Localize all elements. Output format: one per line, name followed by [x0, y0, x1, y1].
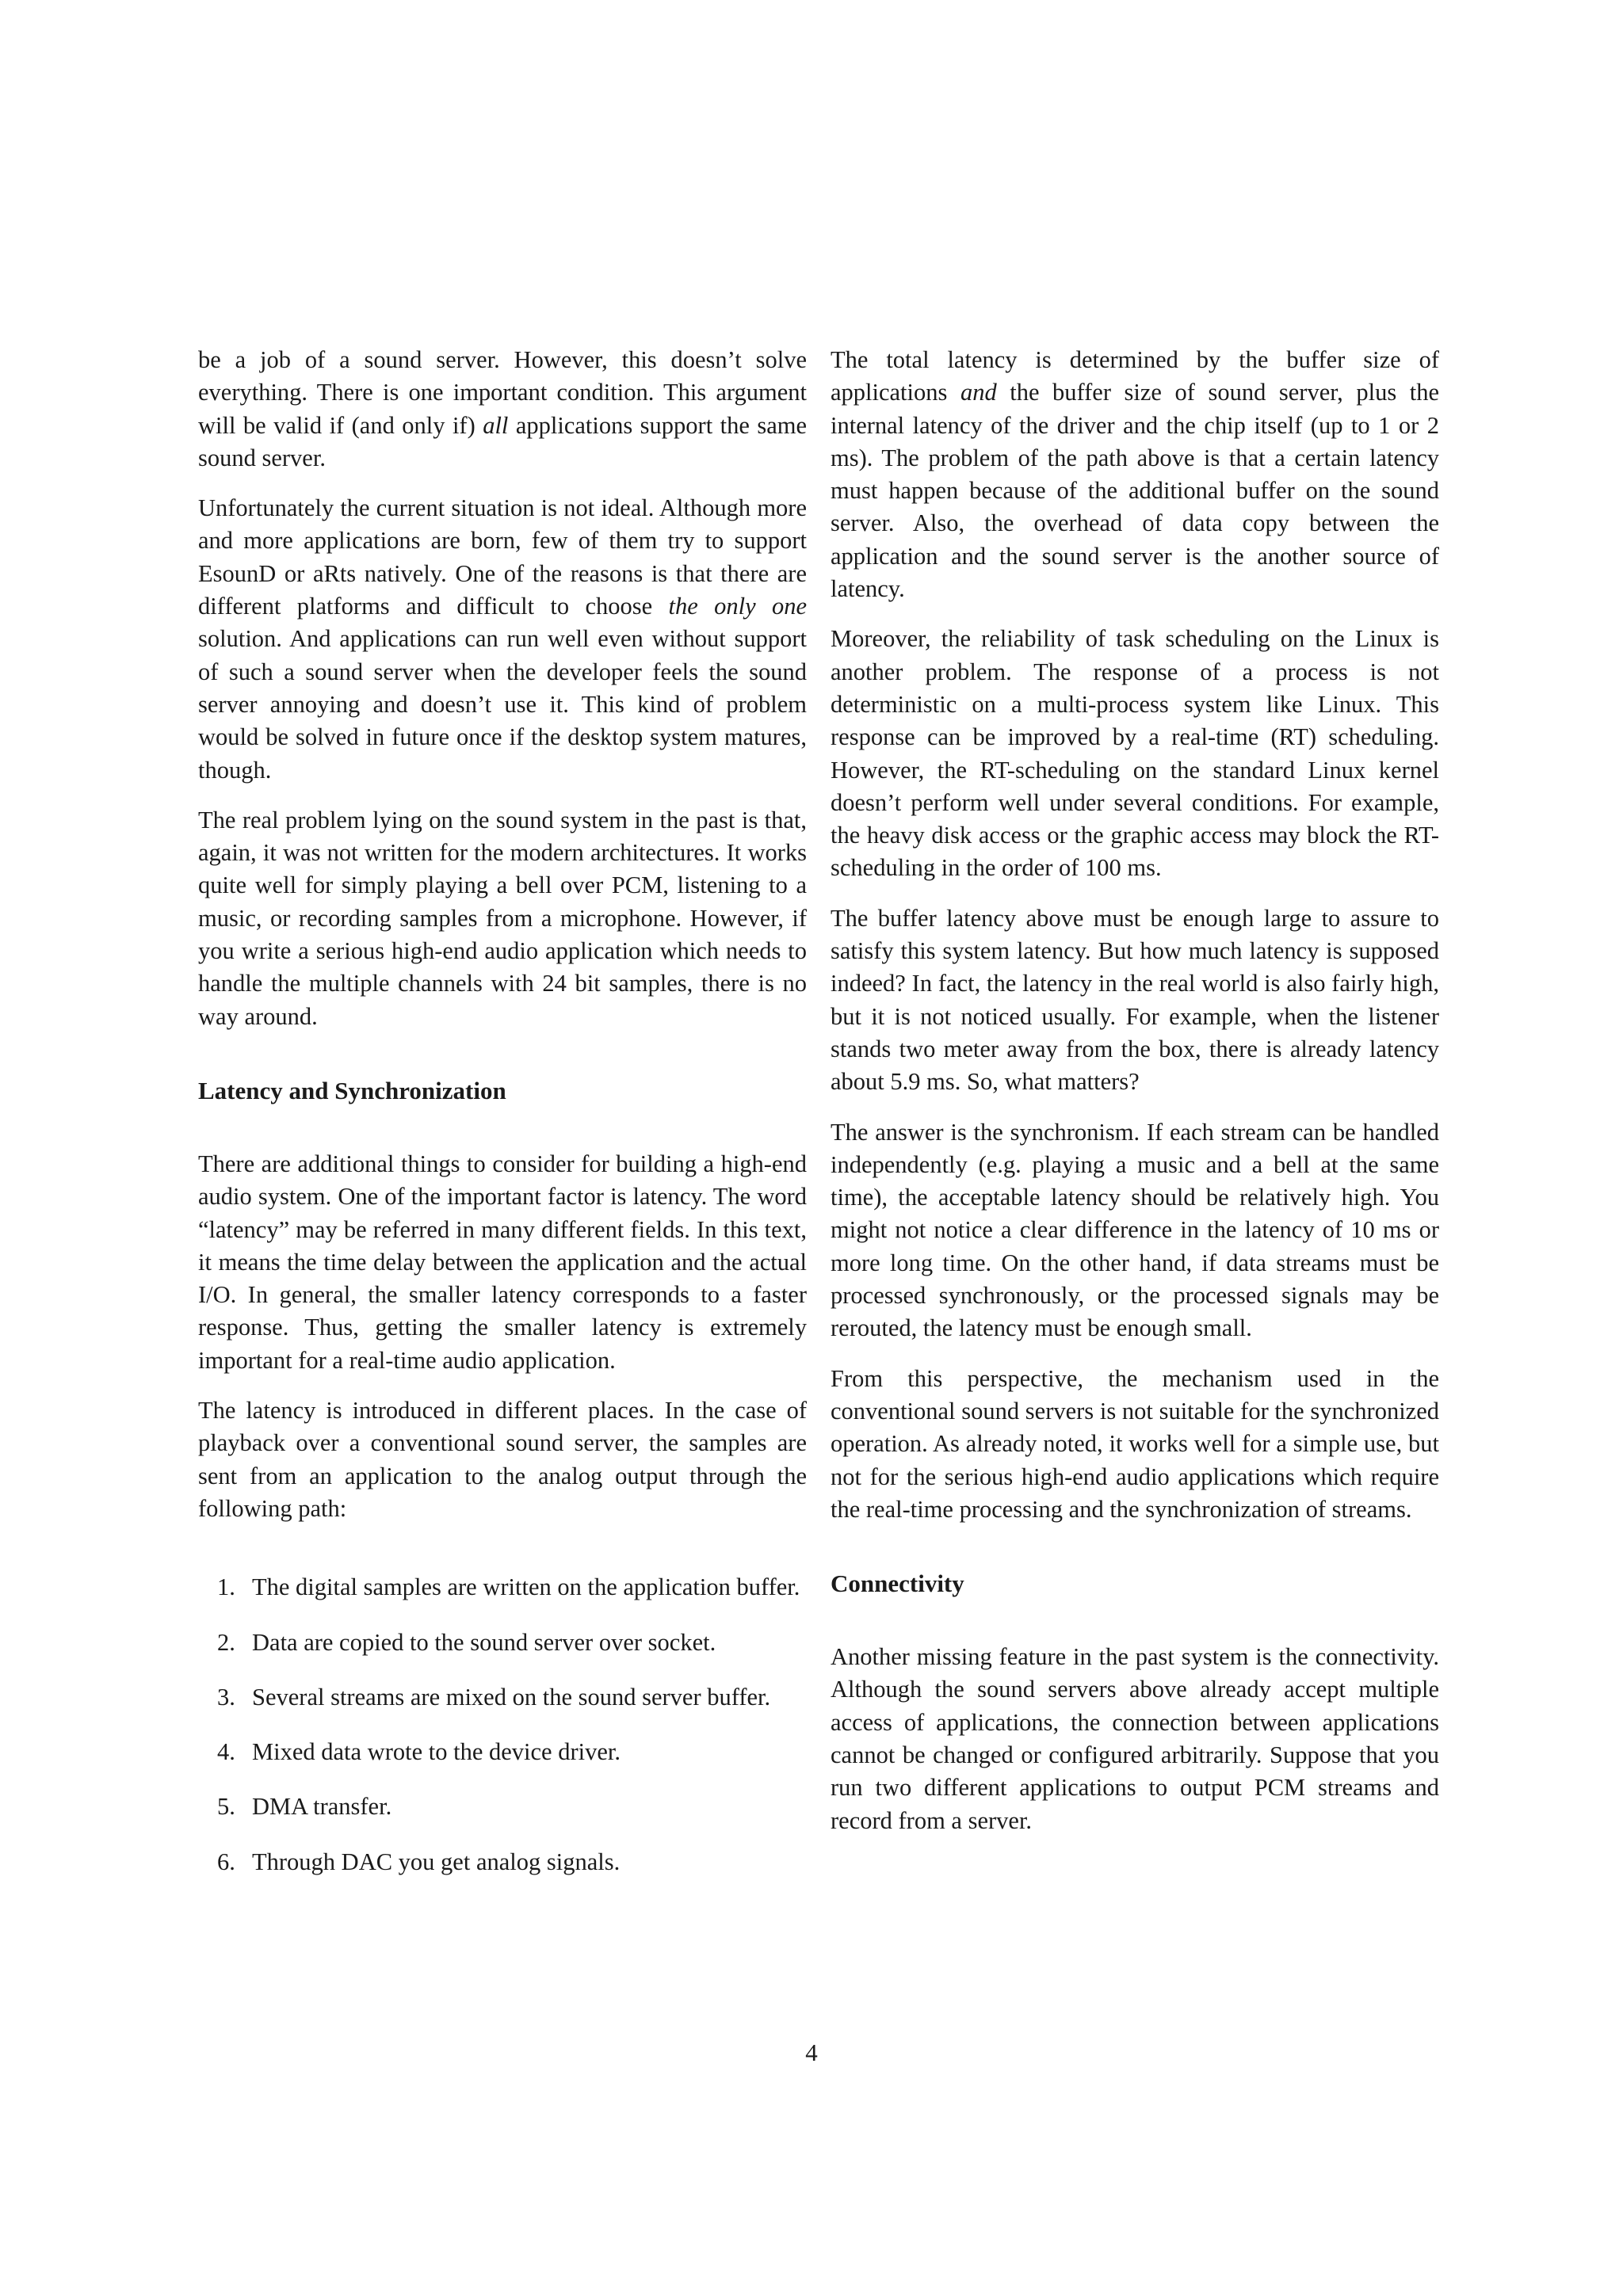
paragraph: The answer is the synchronism. If each stream can be handled independently (e.g. playing a music and a bell at the same time), the acceptable latency should be relatively high. You might not notice a clear difference in the latency of 10 ms or more long time. On the other hand, if data streams must be processed synchronously, or the processed signals may be rerouted, the latency must be enough small.	[831, 1118, 1439, 1342]
list-item	[198, 1791, 807, 1823]
page-number: 4	[805, 2039, 818, 2066]
text-run: be a job of a sound server. However, this doesn’t solve everything. There is one important condition. This argument will be valid if (and only if)	[198, 346, 807, 439]
emphasis: the only one	[668, 593, 808, 620]
list-number: 1.	[217, 1573, 235, 1601]
section-heading-connectivity: Connectivity	[831, 1569, 964, 1598]
list-item-text: The digital samples are written on the application buffer.	[252, 1573, 800, 1601]
paragraph	[198, 492, 807, 787]
text-run: solution. And applications can run well even without support of such a sound server when the developer feels the sound server annoying and doesn’t use it. This kind of problem would be solved in future once if the desktop system matures, though.	[198, 625, 807, 784]
paragraph: From this perspective, the mechanism used in the conventional sound servers is not suitable for the synchronized operation. As already noted, it works well for a simple use, but not for the serious high-end audio applications which require the real-time processing and the synchronization of streams.	[831, 1364, 1439, 1523]
text-run: The total latency is determined by the buffer size of applications	[831, 346, 1439, 406]
list-item	[198, 1627, 807, 1659]
right-column	[831, 344, 1439, 1855]
list-number: 4.	[217, 1738, 235, 1766]
text-run: Unfortunately the current situation is not ideal. Although more and more applications are born, few of them try to support EsounD or aRts natively. One of the reasons is that there are different platforms and difficult to choose	[198, 494, 807, 620]
text-run: the buffer size of sound server, plus the internal latency of the driver and the chip itself (up to 1 or 2 ms). The problem of the path above is that a certain latency must happen because of the additional buffer on the sound server. Also, the overhead of data copy between the application and the sound server is the another source of latency.	[831, 379, 1439, 603]
list-item-text: Several streams are mixed on the sound server buffer.	[252, 1683, 771, 1711]
paragraph	[831, 344, 1439, 605]
paragraph: There are additional things to consider for building a high-end audio system. One of the important factor is latency. The word “latency” may be referred in many different fields. In this text, it means the time delay between the application and the actual I/O. In general, the smaller latency corresponds to a faster response. Thus, getting the smaller latency is extremely important for a real-time audio application.	[198, 1150, 807, 1374]
emphasis: all	[483, 411, 509, 439]
list-item-text: DMA transfer.	[252, 1793, 392, 1821]
list-number: 2.	[217, 1628, 235, 1656]
list-item-text: Through DAC you get analog signals.	[252, 1848, 621, 1875]
paragraph: The real problem lying on the sound system in the past is that, again, it was not written for the modern architectures. It works quite well for simply playing a bell over PCM, listening to a music, or recording samples from a microphone. However, if you write a serious high-end audio application which needs to handle the multiple channels with 24 bit samples, there is no way around.	[198, 806, 807, 1030]
list-item-text: Data are copied to the sound server over socket.	[252, 1628, 716, 1656]
list-item	[198, 1846, 807, 1878]
numbered-list	[198, 1571, 807, 1878]
list-item	[198, 1736, 807, 1768]
list-item	[198, 1681, 807, 1714]
paragraph: Moreover, the reliability of task scheduling on the Linux is another problem. The response of a process is not deterministic on a multi-process system like Linux. This response can be improved by a real-time (RT) scheduling. However, the RT-scheduling on the standard Linux kernel doesn’t perform well under several conditions. For example, the heavy disk access or the graphic access may block the RT-scheduling in the order of 100 ms.	[831, 625, 1439, 882]
text-run: applications support the same sound server.	[198, 411, 808, 471]
paragraph: Another missing feature in the past system is the connectivity. Although the sound servers above already accept multiple access of applications, the connection between applications cannot be changed or configured arbitrarily. Suppose that you run two different applications to output PCM streams and record from a server.	[831, 1643, 1439, 1834]
list-item	[198, 1571, 807, 1604]
section-heading-latency: Latency and Synchronization	[198, 1076, 506, 1104]
paragraph: The buffer latency above must be enough large to assure to satisfy this system latency. But how much latency is supposed indeed? In fact, the latency in the real world is also fairly high, but it is not noticed usually. For example, when the listener stands two meter away from the box, there is already latency about 5.9 ms. So, what matters?	[831, 904, 1439, 1096]
paragraph	[198, 344, 807, 475]
list-number: 5.	[217, 1793, 235, 1821]
list-item-text: Mixed data wrote to the device driver.	[252, 1738, 621, 1766]
list-number: 6.	[217, 1848, 235, 1875]
list-number: 3.	[217, 1683, 235, 1711]
emphasis: and	[960, 379, 997, 406]
paragraph: The latency is introduced in different places. In the case of playback over a conventional sound server, the samples are sent from an application to the analog output through the following path:	[198, 1397, 807, 1522]
left-column	[198, 344, 807, 1901]
